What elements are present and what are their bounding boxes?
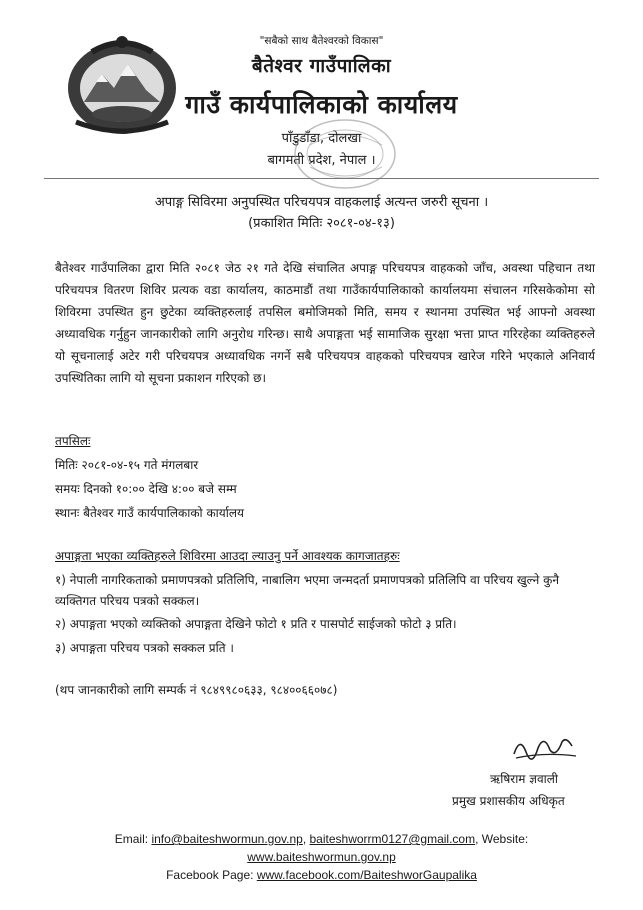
footer-facebook-line (0, 868, 643, 882)
address-line1: पाँडुडाँडा, दोलखा (281, 131, 362, 146)
website-label: , Website: (475, 832, 529, 846)
notice-published-date: (प्रकाशित मितिः २०८१-०४-१३) (248, 216, 395, 231)
address-line2: बागमती प्रदेश, नेपाल । (267, 153, 376, 168)
document-item: १) नेपाली नागरिकताको प्रमाणपत्रको प्रतिलिपि, नाबालिग भएमा जन्मदर्ता प्रमाणपत्रको प्रतिलिपि वा परिचय खुल्ने कुनै व्यक्तिगत परिचय पत्रको सक्कल। (55, 573, 560, 608)
header-divider (44, 178, 599, 179)
slogan: "सबैको साथ बैतेश्वरको विकास" (259, 35, 384, 47)
document-item: ३) अपाङ्गता परिचय पत्रको सक्कल प्रति । (55, 641, 234, 655)
detail-place: स्थानः बैतेश्वर गाउँ कार्यपालिकाको कार्यालय (55, 506, 244, 520)
notice-title: अपाङ्ग सिविरमा अनुपस्थित परिचयपत्र वाहकलाई अत्यन्त जरुरी सूचना । (154, 195, 489, 210)
office-stamp-icon (290, 115, 400, 193)
details-heading: तपसिलः (55, 434, 91, 448)
org-name: बैतेश्वर गाउँपालिका (251, 55, 392, 77)
website-link[interactable]: www.baiteshwormun.gov.np (247, 850, 396, 864)
detail-date: मितिः २०८१-०४-१५ गते मंगलबार (55, 458, 199, 472)
signature-icon (510, 730, 580, 764)
facebook-link[interactable]: www.facebook.com/BaiteshworGaupalika (256, 868, 477, 882)
notice-body: बैतेश्वर गाउँपालिका द्वारा मिति २०८१ जेठ २१ गते देखि संचालित अपाङ्ग परिचयपत्र वाहकको जाँच, अवस्था पहिचान तथा परिचयपत्र वितरण शिविर प्रत्यक वडा कार्यालय, काठमाडौं तथा गाउँकार्यपालिकाको कार्यालयमा संचालन गरिसकेकोमा सो शिविरमा उपस्थित हुन छुटेका व्यक्तिहरुलाई तपसिल बमोजिमको मिति, समय र स्थानमा उपस्थित भई आफ्नो अवस्था अध्यावधिक गर्नुहुन जानकारीको लागि अनुरोध गरिन्छ। साथै अपाङ्गता भई सामाजिक सुरक्षा भत्ता प्राप्त गरिरहेका व्यक्तिहरुले यो सूचनालाई अटेर गरी परिचयपत्र अध्यावधिक नगर्ने सबै परिचयपत्र वाहकको परिचयपत्र खारेज गरिने भएकाले अनिवार्य उपस्थितिका लागि यो सूचना प्रकाशन गरिएको छ। (55, 261, 595, 385)
detail-time: समयः दिनको १०:०० देखि ४:०० बजे सम्म (55, 482, 237, 496)
footer-contact-line (0, 832, 643, 846)
document-item: २) अपाङ्गता भएको व्यक्तिको अपाङ्गता देखिने फोटो १ प्रति र पासपोर्ट साईजको फोटो ३ प्रति। (55, 617, 457, 631)
signer-name: ऋषिराम ज्ञवाली (490, 772, 559, 786)
office-name: गाउँ कार्यपालिकाको कार्यालय (185, 90, 458, 119)
email-link-1[interactable]: info@baiteshwormun.gov.np (151, 832, 303, 846)
contact-note: (थप जानकारीको लागि सम्पर्क नं ९८४९९८०६३३, ९८४००६६०७८) (55, 683, 338, 697)
email-link-2[interactable]: baiteshworrm0127@gmail.com (309, 832, 476, 846)
email-label: Email: (114, 832, 152, 846)
footer-website-line (0, 850, 643, 864)
separator: , (302, 832, 310, 846)
signer-title: प्रमुख प्रशासकीय अधिकृत (452, 794, 565, 808)
facebook-label: Facebook Page: (166, 868, 257, 882)
documents-heading: अपाङ्गता भएका व्यक्तिहरुले शिविरमा आउदा ल्याउनु पर्ने आवश्यक कागजातहरुः (55, 549, 400, 563)
